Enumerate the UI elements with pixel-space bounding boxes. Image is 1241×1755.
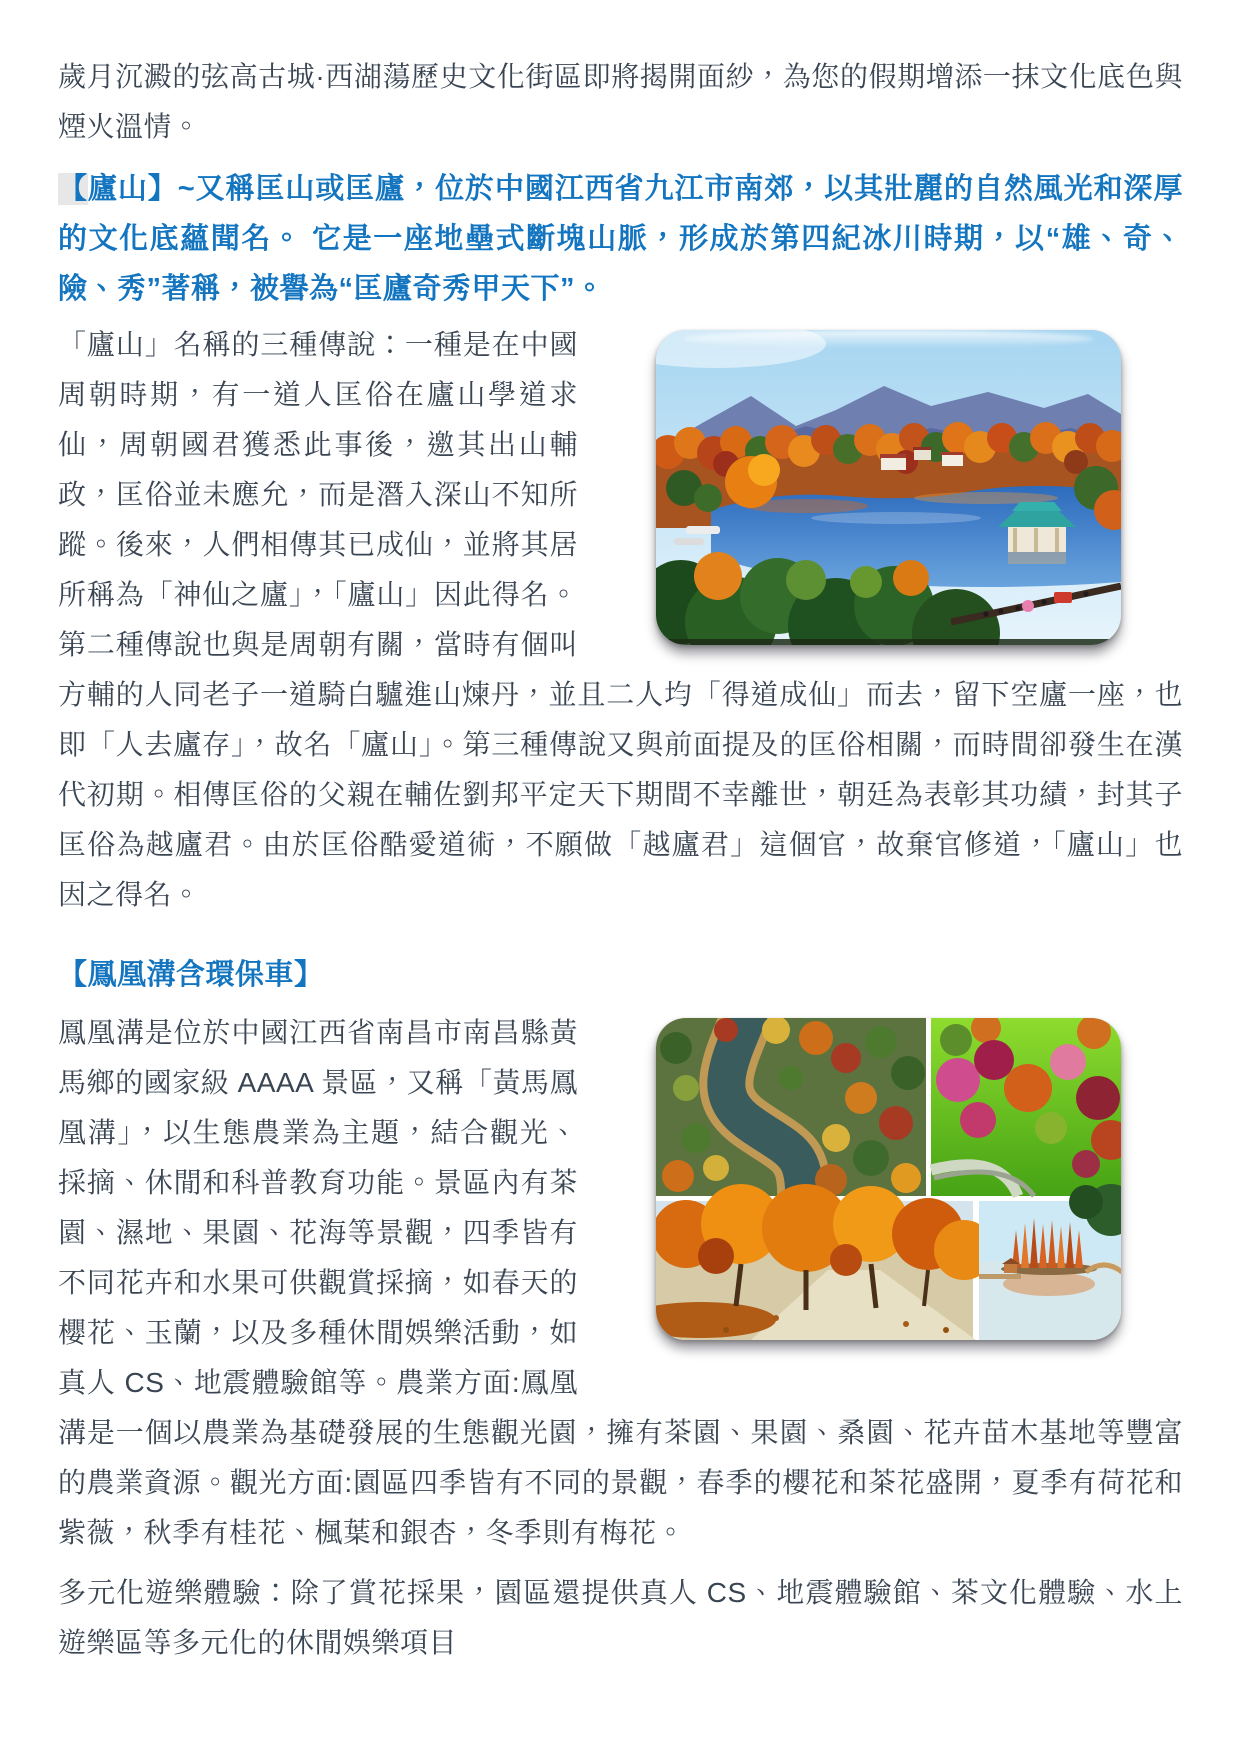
fenghuanggou-tail-paragraph: 多元化遊樂體驗：除了賞花採果，園區還提供真人 CS、地震體驗館、茶文化體驗、水上遊樂區等多元化的休閒娛樂項目 (58, 1577, 1183, 1658)
lushan-body-paragraph: 「廬山」名稱的三種傳說：一種是在中國周朝時期，有一道人匡俗在廬山學道求仙，周朝國君獲悉此事後，邀其出山輔政，匡俗並未應允，而是潛入深山不知所蹤。後來，人們相傳其已成仙，並將其居所稱為「神仙之廬」，「廬山」因此得名。第二種傳說也與是周朝有關，當時有個叫方輔的人同老子一道騎白驢進山煉丹，並且二人均「得道成仙」而去，留下空廬一座，也即「人去廬存」，故名「廬山」。第三種傳說又與前面提及的匡俗相關，而時間卻發生在漢代初期。相傳匡俗的父親在輔佐劉邦平定天下期間不幸離世，朝廷為表彰其功績，封其子匡俗為越廬君。由於匡俗酷愛道術，不願做「越廬君」這個官，故棄官修道，「廬山」也因之得名。 (58, 329, 1183, 910)
lushan-photo (656, 330, 1121, 645)
fenghuanggou-collage-art (656, 1018, 1121, 1340)
intro-paragraph: 歲月沉澱的弦高古城·西湖蕩歷史文化街區即將揭開面紗，為您的假期增添一抹文化底色與煙火溫情。 (58, 61, 1183, 142)
lushan-heading-text: 廬山】~又稱匡山或匡廬，位於中國江西省九江市南郊，以其壯麗的自然風光和深厚的文化底蘊聞名。 它是一座地壘式斷塊山脈，形成於第四紀冰川時期，以“雄、奇、險、秀”著稱，被譽為“匡廬奇秀甲天下”。 (58, 173, 1183, 305)
lushan-photo-art (656, 330, 1121, 645)
lushan-heading (58, 164, 1183, 314)
fenghuanggou-body-paragraph: 鳳凰溝是位於中國江西省南昌市南昌縣黃馬鄉的國家級 AAAA 景區，又稱「黃馬鳳凰溝」，以生態農業為主題，結合觀光、採摘、休閒和科普教育功能。景區內有茶園、濕地、果園、花海等景觀，四季皆有不同花卉和水果可供觀賞採摘，如春天的櫻花、玉蘭，以及多種休閒娛樂活動，如真人 CS、地震體驗館等。農業方面:鳳凰溝是一個以農業為基礎發展的生態觀光園，擁有茶園、果園、桑園、花卉苗木基地等豐富的農業資源。觀光方面:園區四季皆有不同的景觀，春季的櫻花和茶花盛開，夏季有荷花和紫薇，秋季有桂花、楓葉和銀杏，冬季則有梅花。 (58, 1017, 1183, 1548)
fenghuanggou-section (58, 1008, 1183, 1558)
fenghuanggou-heading: 【鳳凰溝含環保車】 (58, 959, 324, 991)
lushan-heading-bracket: 【 (58, 173, 88, 205)
lushan-section (58, 320, 1183, 920)
fenghuanggou-photo-collage (656, 1018, 1121, 1340)
